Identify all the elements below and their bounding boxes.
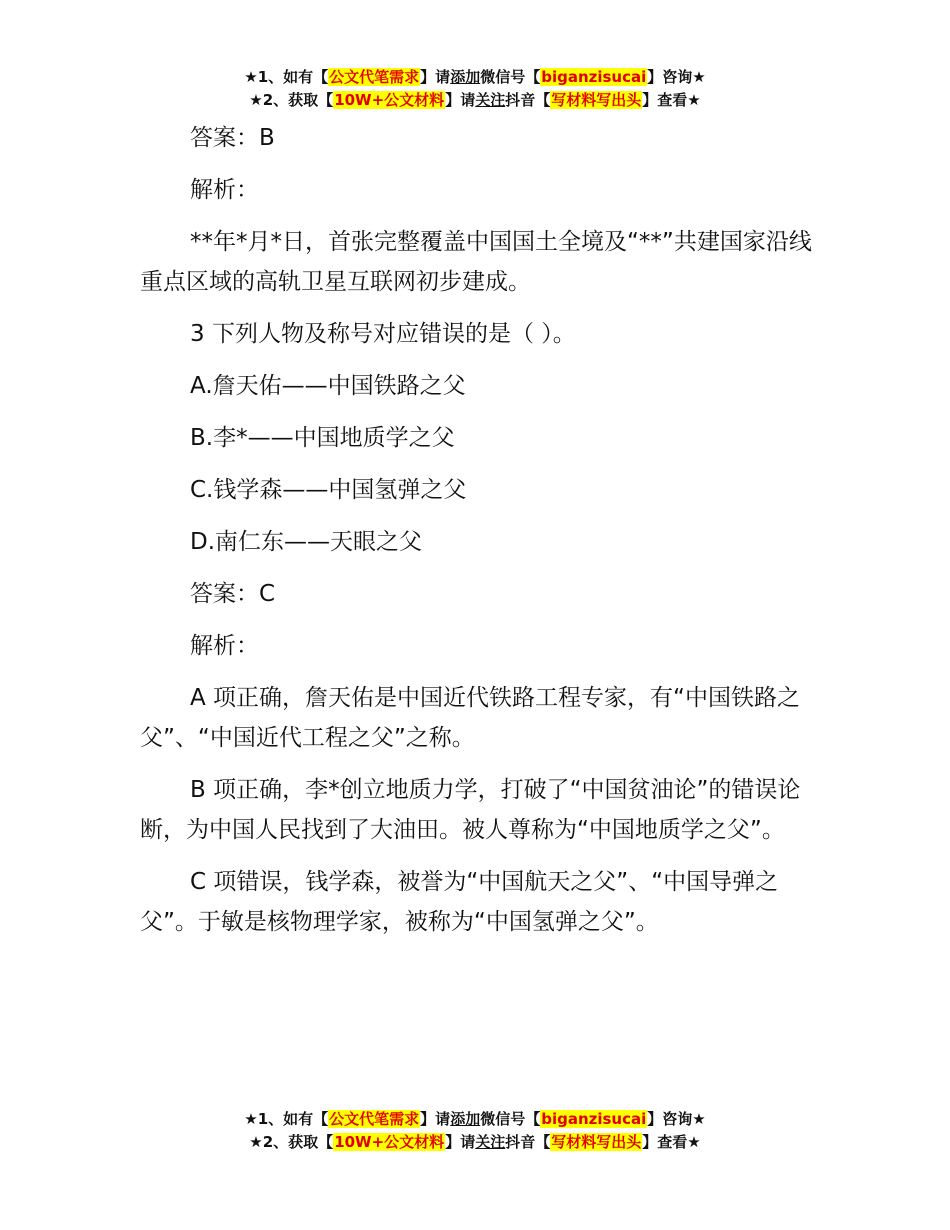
option-c: C.钱学森——中国氢弹之父 [190, 477, 467, 503]
answer-line: 答案：C [190, 581, 276, 607]
highlight-materials: 10W+公文材料 [334, 91, 445, 109]
highlight-materials: 10W+公文材料 [334, 1133, 445, 1151]
answer-line: 答案：B [190, 125, 275, 151]
analysis-label: 解析： [190, 177, 259, 203]
banner-line-1: ★1、如有【公文代笔需求】请添加微信号【biganzisucai】咨询★ [244, 68, 706, 86]
highlight-douyin-id: 写材料写出头 [551, 1133, 642, 1151]
highlight-service: 公文代笔需求 [329, 68, 420, 86]
highlight-service: 公文代笔需求 [329, 1110, 420, 1128]
analysis-paragraph: A 项正确，詹天佑是中国近代铁路工程专家，有“中国铁路之父”、“中国近代工程之父”之称。 [140, 685, 800, 751]
analysis-label: 解析： [190, 633, 259, 659]
header-banner [0, 66, 950, 112]
question-stem: 3 下列人物及称号对应错误的是（ ）。 [190, 321, 576, 347]
analysis-paragraph: **年*月*日，首张完整覆盖中国国土全境及“**”共建国家沿线重点区域的高轨卫星互联网初步建成。 [140, 229, 812, 295]
highlight-douyin-id: 写材料写出头 [551, 91, 642, 109]
highlight-wechat-id: biganzisucai [541, 68, 647, 86]
option-a: A.詹天佑——中国铁路之父 [190, 373, 466, 399]
highlight-wechat-id: biganzisucai [541, 1110, 647, 1128]
option-b: B.李*——中国地质学之父 [190, 425, 455, 451]
analysis-paragraph: B 项正确，李*创立地质力学，打破了“中国贫油论”的错误论断，为中国人民找到了大油田。被人尊称为“中国地质学之父”。 [140, 777, 801, 843]
banner-line-2: ★2、获取【10W+公文材料】请关注抖音【写材料写出头】查看★ [249, 1133, 701, 1151]
option-d: D.南仁东——天眼之父 [190, 529, 423, 555]
banner-line-1: ★1、如有【公文代笔需求】请添加微信号【biganzisucai】咨询★ [244, 1110, 706, 1128]
document-body [140, 118, 812, 954]
analysis-paragraph: C 项错误，钱学森，被誉为“中国航天之父”、“中国导弹之父”。于敏是核物理学家，被称为“中国氢弹之父”。 [140, 869, 779, 935]
banner-line-2: ★2、获取【10W+公文材料】请关注抖音【写材料写出头】查看★ [249, 91, 701, 109]
footer-banner [0, 1108, 950, 1154]
